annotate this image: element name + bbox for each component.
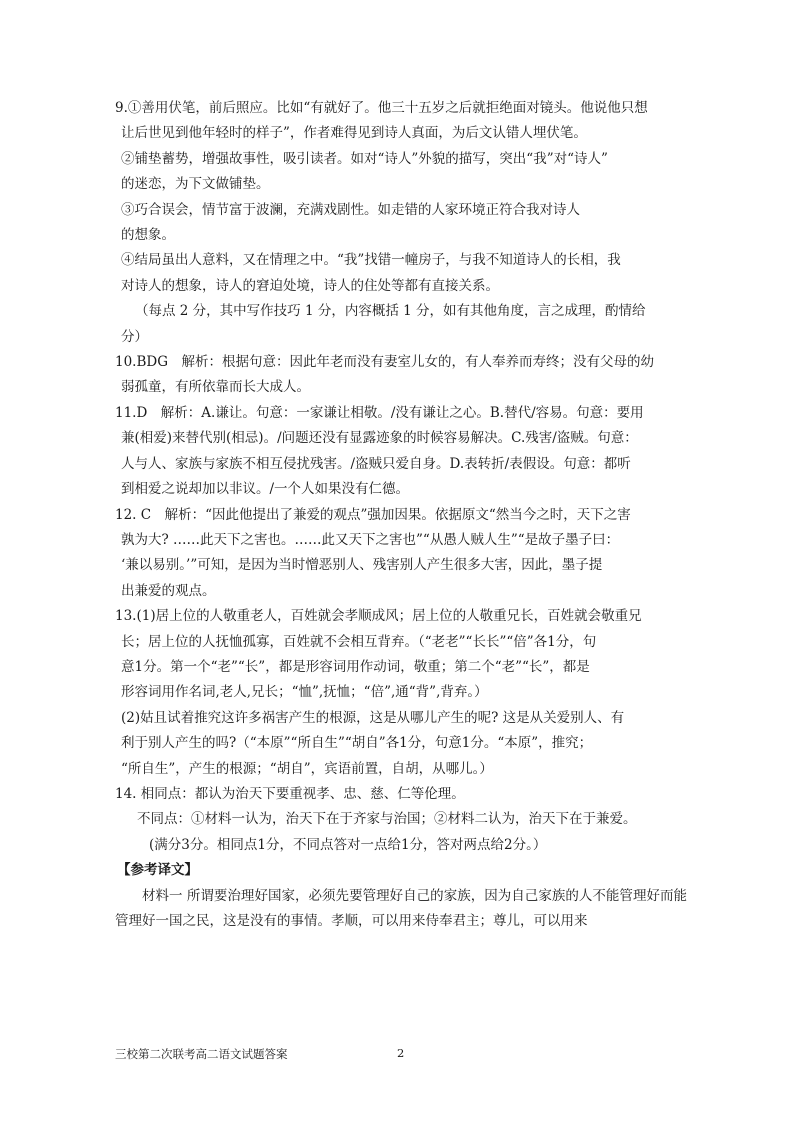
answer-13-line-1: 13.(1)居上位的人敬重老人，百姓就会孝顺成风；居上位的人敬重兄长，百姓就会敬重兄 [115, 608, 642, 625]
answer-9-line-8: 对诗人的想象，诗人的窘迫处境，诗人的住处等都有直接关系。 [121, 277, 499, 294]
answer-13-2-line-2: 利于别人产生的吗?（“本原”“所自生”“胡自”各1分，句意1分。“本原”，推究； [121, 735, 593, 752]
page-footer [115, 1046, 687, 1066]
answer-13-2-line-3: “所自生”，产生的根源；“胡自”，宾语前置，自胡，从哪儿。） [121, 760, 493, 777]
footer-exam-title: 三校第二次联考高二语文试题答案 [115, 1047, 288, 1061]
answer-11-line-1: 11.D 解析：A.谦让。句意：一家谦让相敬。/没有谦让之心。B.替代/容易。句意：要用 [115, 404, 644, 421]
answer-11-line-3: 人与人、家族与家族不相互侵扰残害。/盗贼只爱自身。D.表转折/表假设。句意：都听 [121, 455, 631, 472]
answer-9-line-6: 的想象。 [121, 227, 175, 244]
answer-14-line-1: 14. 相同点：都认为治天下要重视孝、忠、慈、仁等伦理。 [115, 785, 465, 802]
answer-9-line-5: ③巧合误会，情节富于波澜，充满戏剧性。如走错的人家环境正符合我对诗人 [121, 201, 580, 218]
answer-12-line-1: 12. C 解析：“因此他提出了兼爱的观点”强加因果。依据原文“然当今之时，天下之害 [115, 506, 631, 523]
answer-9-scoring-line-1: （每点 2 分，其中写作技巧 1 分，内容概括 1 分，如有其他角度，言之成理，酌情给 [135, 303, 646, 320]
translation-paragraph: 材料一 所谓要治理好国家，必须先要管理好自己的家族，因为自己家族的人不能管理好而能管理好一国之民，这是没有的事情。孝顺，可以用来侍奉君主；尊儿，可以用来 [115, 887, 687, 929]
answer-11-line-2: 兼(相爱)来替代别(相忌)。/问题还没有显露迹象的时候容易解决。C.残害/盗贼。句意： [121, 430, 638, 447]
answer-14-scoring: (满分3分。相同点1分，不同点答对一点给1分，答对两点给2分。） [149, 836, 547, 853]
answer-11-line-4: 到相爱之说却加以非议。/一个人如果没有仁德。 [121, 481, 410, 498]
answer-13-line-3: 意1分。第一个“老”“长”，都是形容词用作动词，敬重；第二个“老”“长”，都是 [121, 658, 590, 675]
answer-9-line-2: 让后世见到他年轻时的样子”，作者难得见到诗人真面，为后文认错人埋伏笔。 [121, 125, 587, 142]
page-number: 2 [397, 1046, 405, 1060]
reference-translation-heading: 【参考译文】 [117, 862, 198, 879]
answer-12-line-3: ‘兼以易别。’”可知，是因为当时憎恶别人、残害别人产生很多大害，因此，墨子提 [121, 557, 603, 574]
answer-12-line-4: 出兼爱的观点。 [121, 582, 216, 599]
answer-9-line-3: ②铺垫蓄势，增强故事性，吸引读者。如对“诗人”外貌的描写，突出“我”对“诗人” [121, 150, 608, 167]
answer-9-scoring-line-2: 分） [121, 328, 148, 345]
answer-14-line-2: 不同点：①材料一认为，治天下在于齐家与治国；②材料二认为，治天下在于兼爱。 [137, 811, 637, 828]
answer-9-line-7: ④结局虽出人意料，又在情理之中。“我”找错一幢房子，与我不知道诗人的长相，我 [121, 252, 621, 269]
answer-12-line-2: 孰为大? ……此天下之害也。……此又天下之害也”“从愚人贼人生”“是故子墨子曰： [121, 531, 620, 548]
answer-13-2-line-1: (2)姑且试着推究这许多祸害产生的根源，这是从哪儿产生的呢? 这是从关爱别人、有 [121, 709, 625, 726]
answer-10-line-2: 弱孤童，有所依靠而长大成人。 [121, 379, 310, 396]
answer-content [115, 96, 687, 934]
answer-13-line-4: 形容词用作名词,老人,兄长；“恤”,抚恤；“倍”,通“背”,背弃。） [121, 684, 488, 701]
answer-9-line-1: 9.①善用伏笔，前后照应。比如“有就好了。他三十五岁之后就拒绝面对镜头。他说他只想 [115, 100, 648, 116]
answer-10-line-1: 10.BDG 解析：根据句意：因此年老而没有妻室儿女的，有人奉养而寿终；没有父母的幼 [115, 354, 654, 371]
answer-9-line-4: 的迷恋，为下文做铺垫。 [121, 176, 270, 193]
answer-13-line-2: 长；居上位的人抚恤孤寡，百姓就不会相互背弃。（“老老”“长长”“倍”各1分，句 [121, 633, 597, 650]
